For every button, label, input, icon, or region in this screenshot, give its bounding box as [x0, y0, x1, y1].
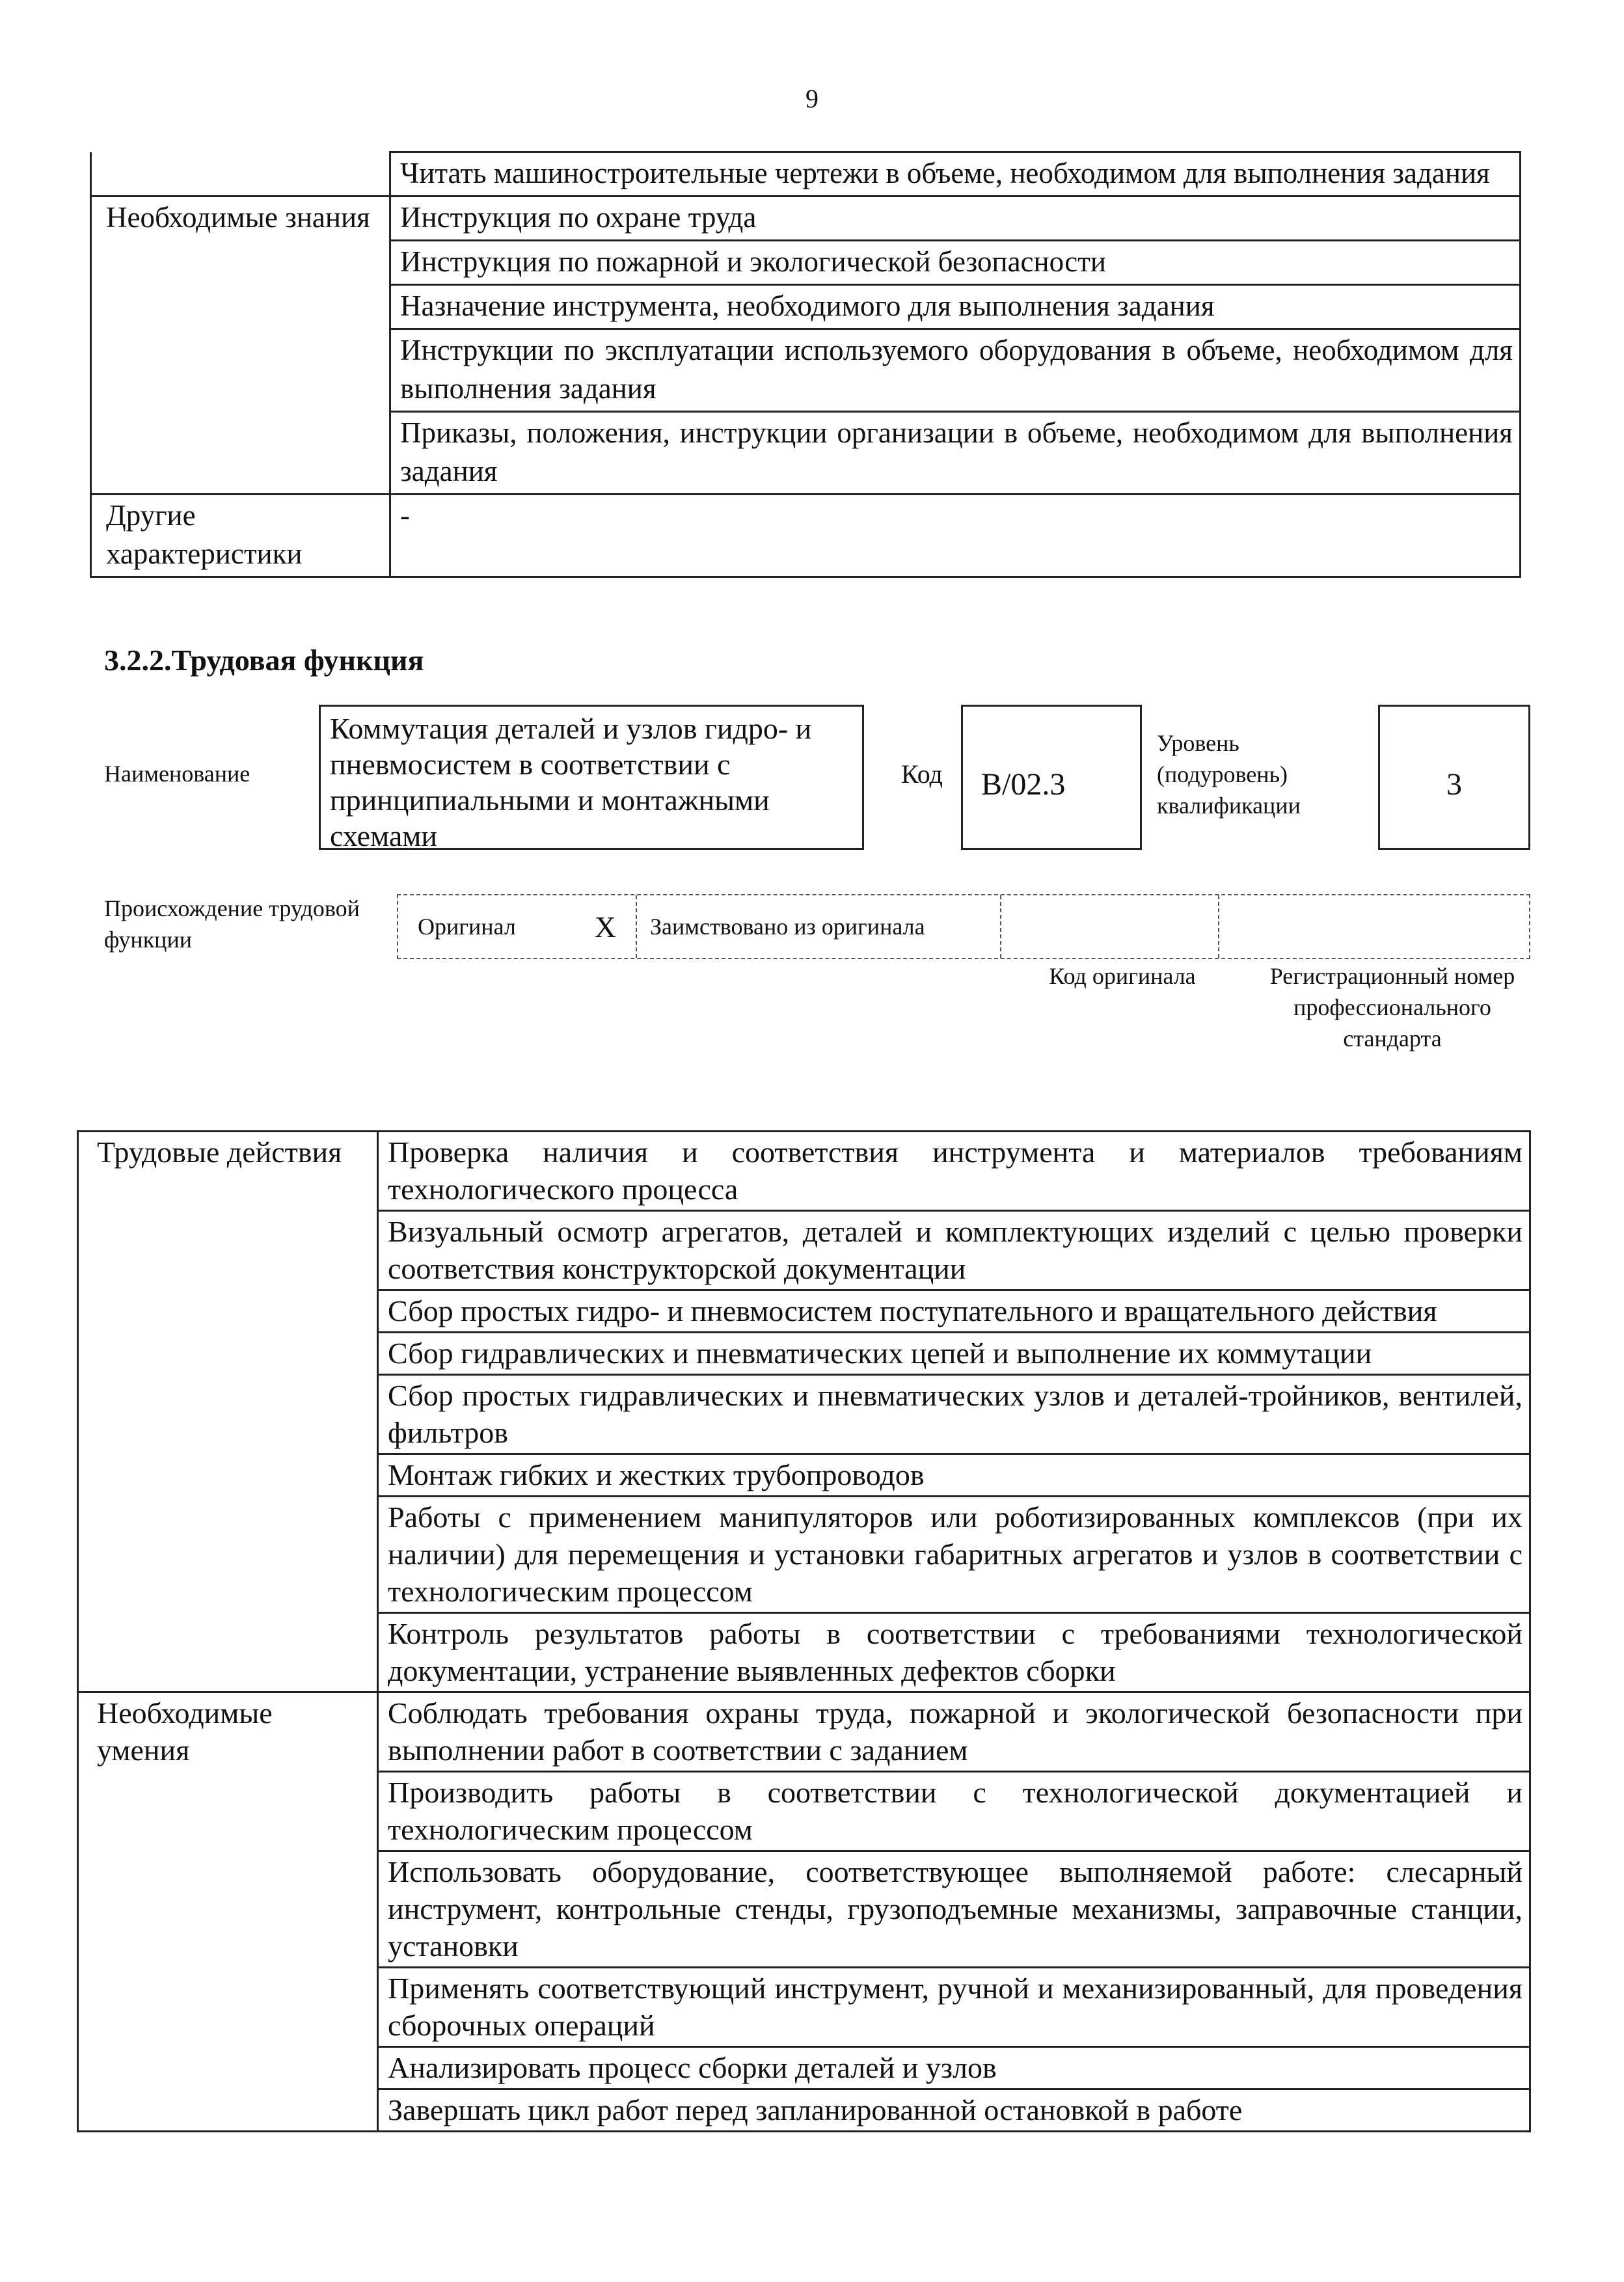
table-row [91, 197, 1521, 241]
function-table [77, 1130, 1531, 2132]
table-row [91, 495, 1521, 577]
original-cell [398, 895, 637, 958]
table-cell: Контроль результатов работы в соответствии с требованиями технологической документации, устранение выявленных дефектов сборки [378, 1613, 1530, 1692]
table-cell: Сбор простых гидравлических и пневматических узлов и деталей-тройников, вентилей, фильтров [378, 1375, 1530, 1454]
continued-label-cell [91, 152, 390, 197]
original-code-cell [1001, 895, 1219, 958]
table-row [78, 1692, 1530, 1772]
table-cell: Визуальный осмотр агрегатов, деталей и комплектующих изделий с целью проверки соответствия конструкторской документации [378, 1211, 1530, 1290]
table-cell: Инструкция по пожарной и экологической безопасности [390, 241, 1521, 285]
section-title: 3.2.2.Трудовая функция [104, 644, 424, 677]
table-cell: Инструкции по эксплуатации используемого оборудования в объеме, необходимом для выполнения задания [390, 329, 1521, 412]
code-label: Код [901, 759, 943, 789]
table-cell: Приказы, положения, инструкции организации в объеме, необходимом для выполнения задания [390, 412, 1521, 495]
table-cell: Читать машиностроительные чертежи в объеме, необходимом для выполнения задания [390, 152, 1521, 197]
original-label: Оригинал [418, 914, 516, 940]
function-name-box: Коммутация деталей и узлов гидро- и пневмосистем в соответствии с принципиальными и монтажными схемами [319, 705, 864, 850]
code-value-box: В/02.3 [961, 705, 1142, 850]
other-value: - [390, 495, 1521, 577]
table-cell: Завершать цикл работ перед запланированной остановкой в работе [378, 2089, 1530, 2132]
table-row [78, 1132, 1530, 1211]
level-label: Уровень (подуровень) квалификации [1157, 730, 1301, 819]
level-value-box: 3 [1378, 705, 1530, 850]
table-cell: Назначение инструмента, необходимого для выполнения задания [390, 285, 1521, 329]
registration-number-cell [1219, 895, 1529, 958]
original-mark: X [594, 910, 616, 944]
name-label: Наименование [104, 761, 250, 787]
original-code-caption: Код оригинала [1049, 963, 1196, 989]
registration-number-caption: Регистрационный номер профессионального стандарта [1269, 963, 1515, 1052]
table-row [91, 152, 1521, 197]
skills-label: Необходимые умения [78, 1692, 378, 2132]
table-cell: Сбор простых гидро- и пневмосистем поступательного и вращательного действия [378, 1290, 1530, 1333]
table-cell: Работы с применением манипуляторов или роботизированных комплексов (при их наличии) для перемещения и установки габаритных агрегатов и узлов в соответствии с технологическим процессом [378, 1497, 1530, 1613]
page-number: 9 [805, 84, 819, 113]
table-cell: Производить работы в соответствии с технологической документацией и технологическим процессом [378, 1772, 1530, 1851]
table-cell: Монтаж гибких и жестких трубопроводов [378, 1454, 1530, 1497]
actions-label: Трудовые действия [78, 1132, 378, 1692]
knowledge-table [90, 151, 1521, 578]
table-cell: Анализировать процесс сборки деталей и узлов [378, 2047, 1530, 2089]
table-cell: Использовать оборудование, соответствующее выполняемой работе: слесарный инструмент, контрольные стенды, грузоподъемные механизмы, заправочные станции, установки [378, 1851, 1530, 1968]
table-cell: Инструкция по охране труда [390, 197, 1521, 241]
knowledge-label: Необходимые знания [91, 197, 390, 495]
table-cell: Применять соответствующий инструмент, ручной и механизированный, для проведения сборочных операций [378, 1968, 1530, 2047]
origin-row [397, 894, 1530, 959]
table-cell: Соблюдать требования охраны труда, пожарной и экологической безопасности при выполнении работ в соответствии с заданием [378, 1692, 1530, 1772]
other-label: Другие характеристики [91, 495, 390, 577]
origin-label: Происхождение трудовой функции [104, 895, 360, 953]
table-cell: Сбор гидравлических и пневматических цепей и выполнение их коммутации [378, 1333, 1530, 1375]
table-cell: Проверка наличия и соответствия инструмента и материалов требованиям технологического процесса [378, 1132, 1530, 1211]
borrowed-cell: Заимствовано из оригинала [637, 895, 1001, 958]
